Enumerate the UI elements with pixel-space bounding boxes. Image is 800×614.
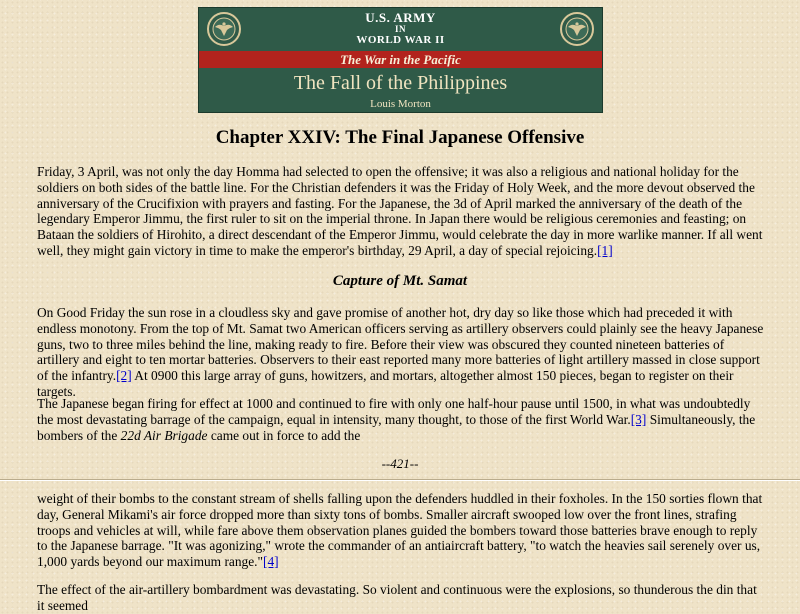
footnote-link-3[interactable]: [3] [630,411,647,427]
footnote-link-4[interactable]: [4] [263,554,279,570]
paragraph-5-text: The effect of the air-artillery bombardment was devastating. So violent and continuous were the explosions, so thunderous the din that it seemed [37,582,757,613]
chapter-title: Chapter XXIV: The Final Japanese Offensive [215,127,585,148]
paragraph-2 [37,305,765,400]
book-author: Louis Morton [370,98,431,110]
army-line3: WORLD WAR II [356,34,445,46]
unit-name: 22d Air Brigade [120,427,208,443]
footnote-link-1[interactable]: [1] [597,242,613,258]
paragraph-3-text-after: Simultaneously, the bombers of the [37,411,756,443]
paragraph-2-text-after: At 0900 this large array of guns, howitzers, and mortars, altogether almost 150 pieces, began to register on their targets. [37,368,734,399]
paragraph-4 [37,491,765,570]
paragraph-4-text: weight of their bombs to the constant stream of shells falling upon the defenders huddled in their foxholes. In the 150 sorties flown that day, General Mikami's air force dropped more than sixty tons of bombs. Smaller aircraft swooped low over the front lines, strafing troops and vehicles at will, while fare above them observation planes guided the bombers toward those batteries brave enough to reply to the Japanese barrage. "It was agonizing," wrote the commander of an antiaircraft battery, "to watch the heavies sail serenely over us, 1,000 yards beyond our maximum range." [37,491,763,570]
paragraph-3-text-end: came out in force to add the [207,427,361,443]
paragraph-3 [37,396,765,443]
page-divider [0,479,800,481]
book-banner [198,7,603,113]
paragraph-3-text: The Japanese began firing for effect at 1000 and continued to fire with only one half-hour pause until 1500, in what was undoubtedly the most devastating barrage of the campaign, equal in intensity, many thought, to those of the first World War. [37,396,751,427]
footnote-link-2[interactable]: [2] [116,368,132,384]
paragraph-2-text: On Good Friday the sun rose in a cloudless sky and gave promise of another hot, dry day so like those which had preceded it with endless monotony. From the top of Mt. Samat two American officers serving as artillery observers could plainly see the heavy Japanese guns, two to three miles behind the line, making ready to fire. Before their view was obscured they counted nineteen batteries of artillery and eight to ten mortar batteries. Observers to their east reported many more batteries of light artillery massed in close support of the infantry. [37,305,764,384]
army-line1: U.S. ARMY [365,10,436,25]
paragraph-5 [37,582,765,614]
army-heading [199,11,602,46]
paragraph-1 [37,164,765,259]
series-title: The War in the Pacific [199,51,602,68]
book-title: The Fall of the Philippines [293,72,508,94]
section-title: Capture of Mt. Samat [332,273,468,289]
army-line2: IN [394,24,406,34]
page-number-marker: --421-- [381,456,419,471]
paragraph-1-text: Friday, 3 April, was not only the day Homma had selected to open the offensive; it was also a religious and national holiday for the soldiers on both sides of the battle line. For the Christian defenders it was the Friday of Holy Week, and the more devout observed the anniversary of the Crucifixion with prayers and fasting. For the Japanese, the 3d of April marked the anniversary of the death of the legendary Emperor Jimmu, the first ruler to sit on the imperial throne. In Japan there would be religious ceremonies and feasting; on Bataan the soldiers of Hirohito, a direct descendant of the Emperor Jimmu, would celebrate the day in more warlike manner. If all went well, they might gain victory in time to make the emperor's birthday, 29 April, a day of special rejoicing. [37,164,763,258]
